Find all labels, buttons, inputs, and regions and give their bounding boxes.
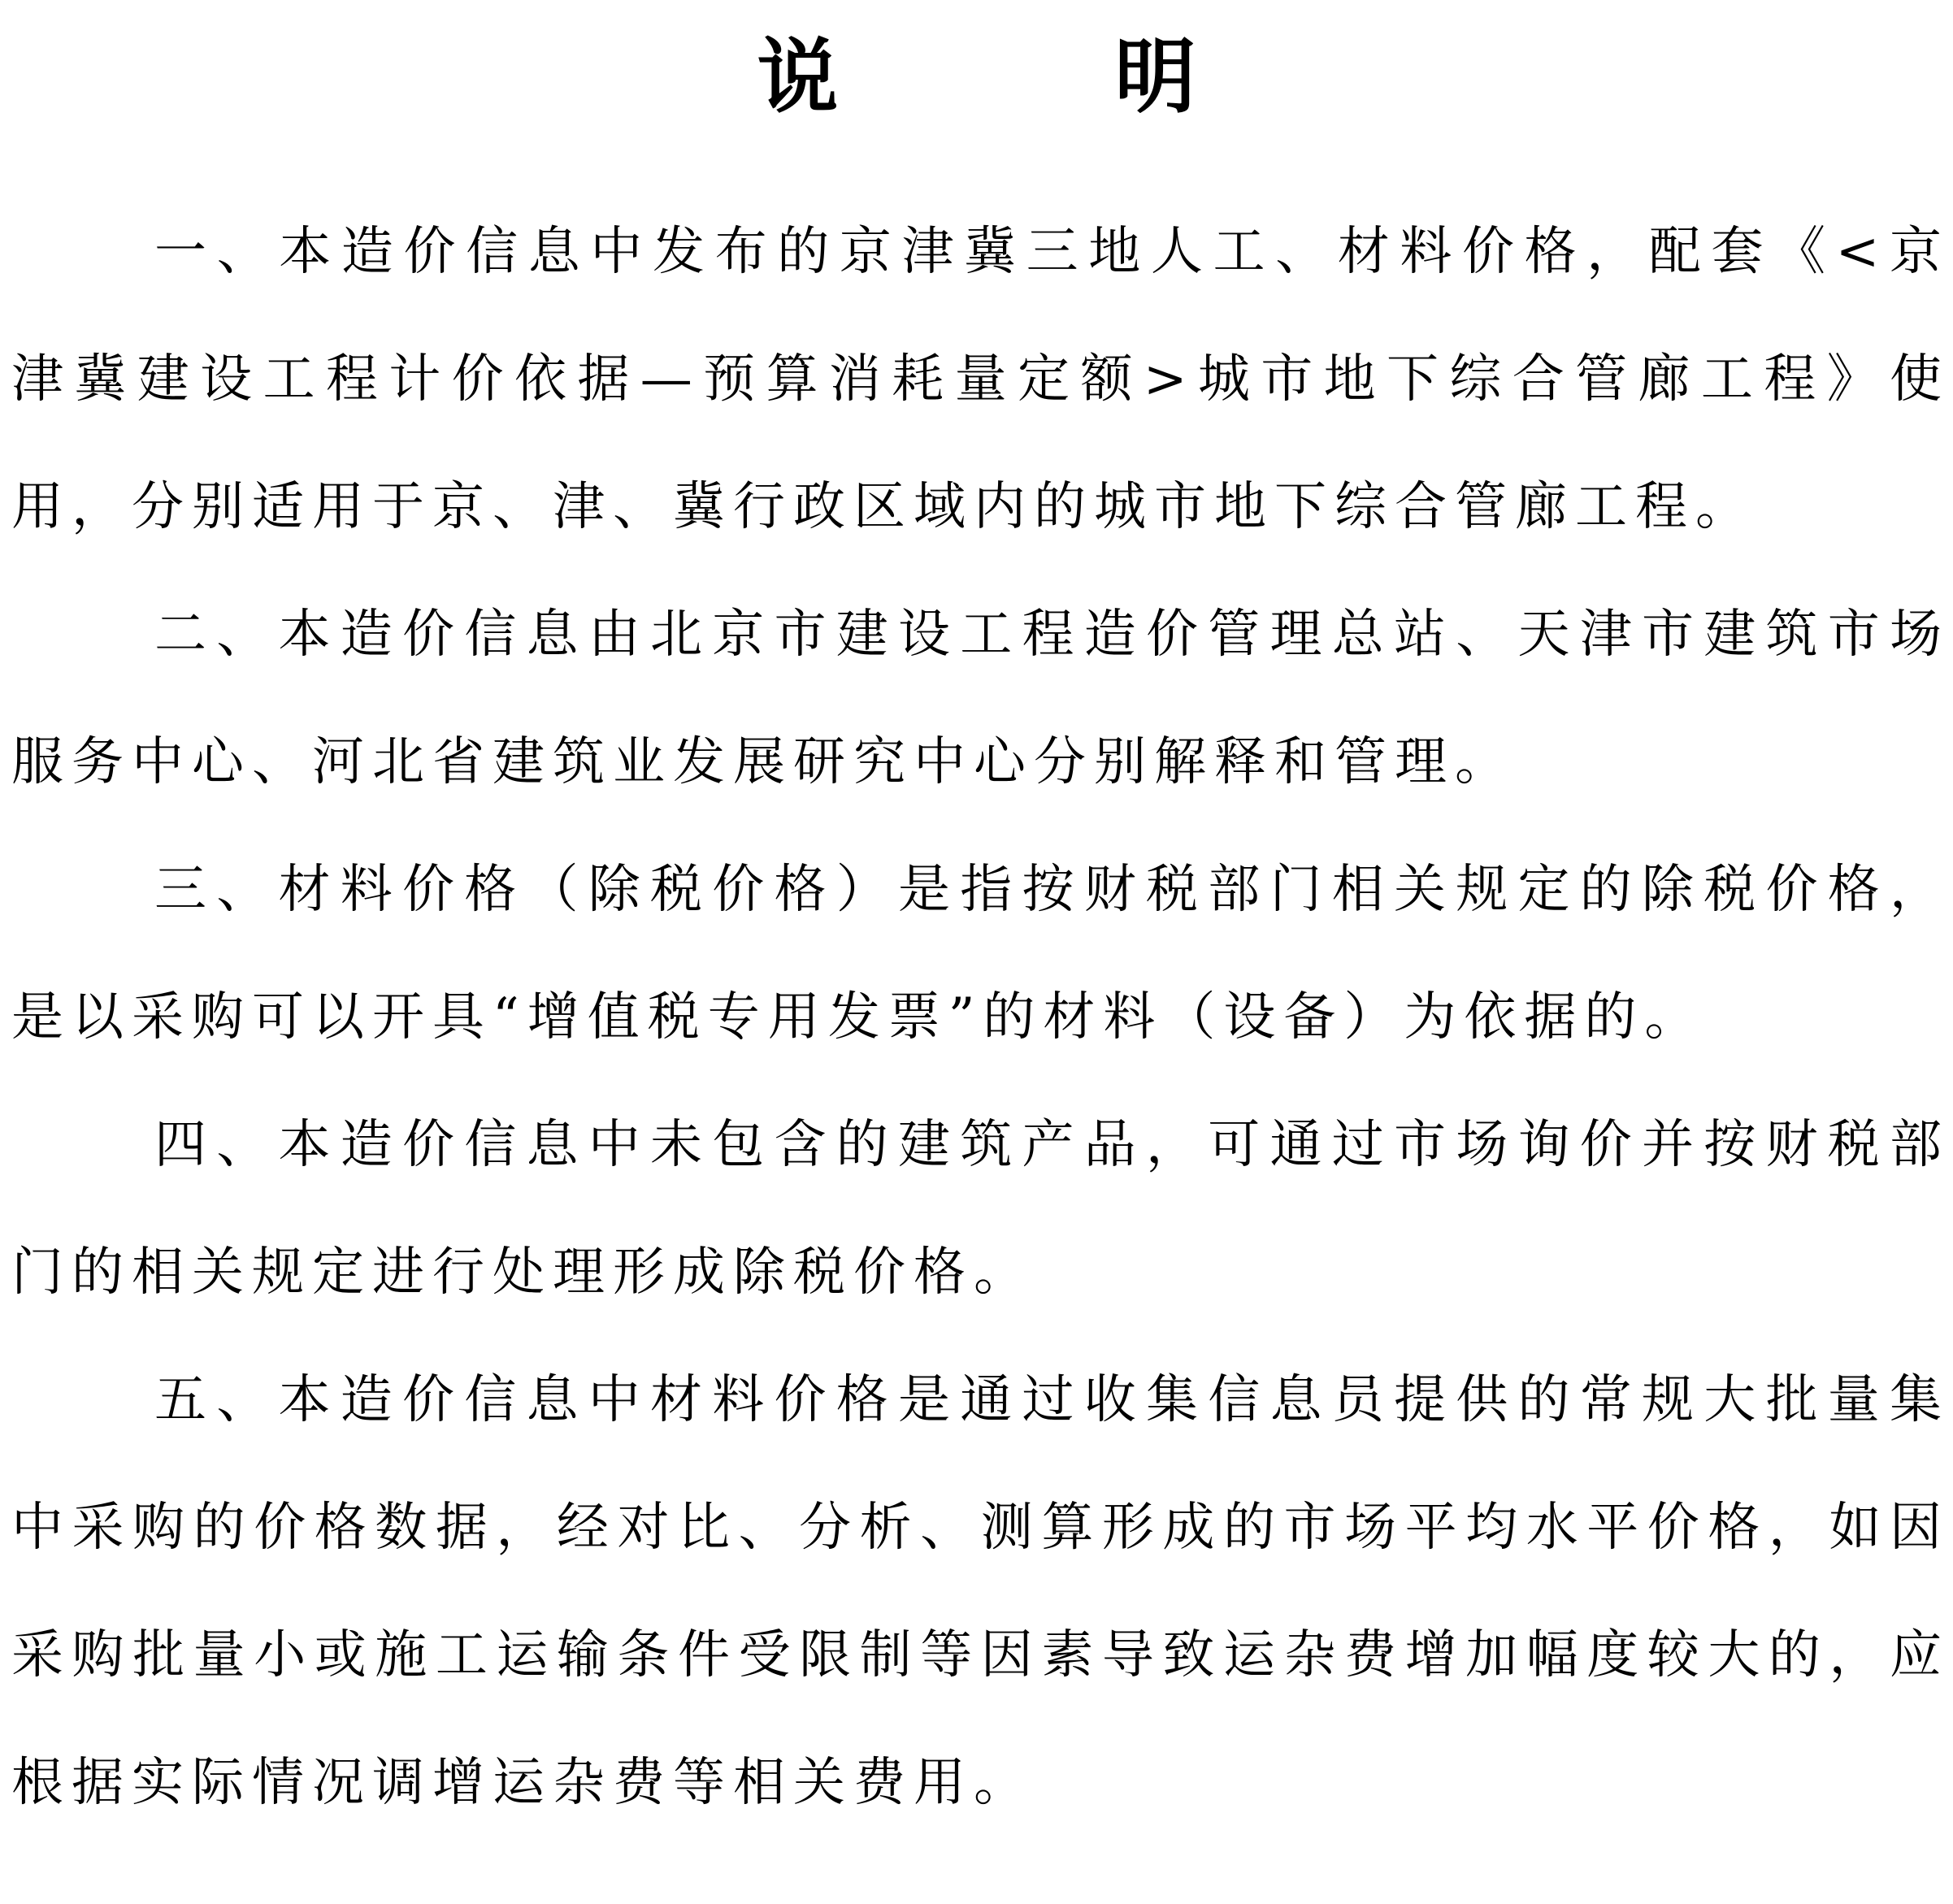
document-title: 说 明: [757, 29, 1294, 124]
paragraph-1: 一、本造价信息中发布的京津冀三地人工、材料价格，配套《<京津冀建设工程计价依据—预算消耗量定额>城市地下综合管廊工程》使用，分别适用于京、津、冀行政区域内的城市地下综合管廊工程。: [11, 222, 1950, 537]
paragraph-5: 五、本造价信息中材料价格是通过收集信息员提供的常规大批量集中采购的价格数据，经对比、分析、测算形成的市场平均水平价格，如因采购批量小或施工运输条件受限制等因素导致运杂费增加幅度较大的，应根据实际情况调增运杂费等相关费用。: [11, 1370, 1950, 1813]
paragraph-4: 四、本造价信息中未包含的建筑产品，可通过市场询价并按财税部门的相关规定进行处理形成除税价格。: [11, 1115, 1950, 1303]
document-body: [11, 189, 1950, 1847]
paragraph-2: 二、本造价信息由北京市建设工程造价管理总站、天津市建筑市场服务中心、河北省建筑业发展研究中心分别解释和管理。: [11, 605, 1950, 792]
paragraph-3: 三、材料价格（除税价格）是指按财税部门相关规定的除税价格，是以采购可以开具“增值税专用发票”的材料（设备）为依据的。: [11, 860, 1950, 1047]
